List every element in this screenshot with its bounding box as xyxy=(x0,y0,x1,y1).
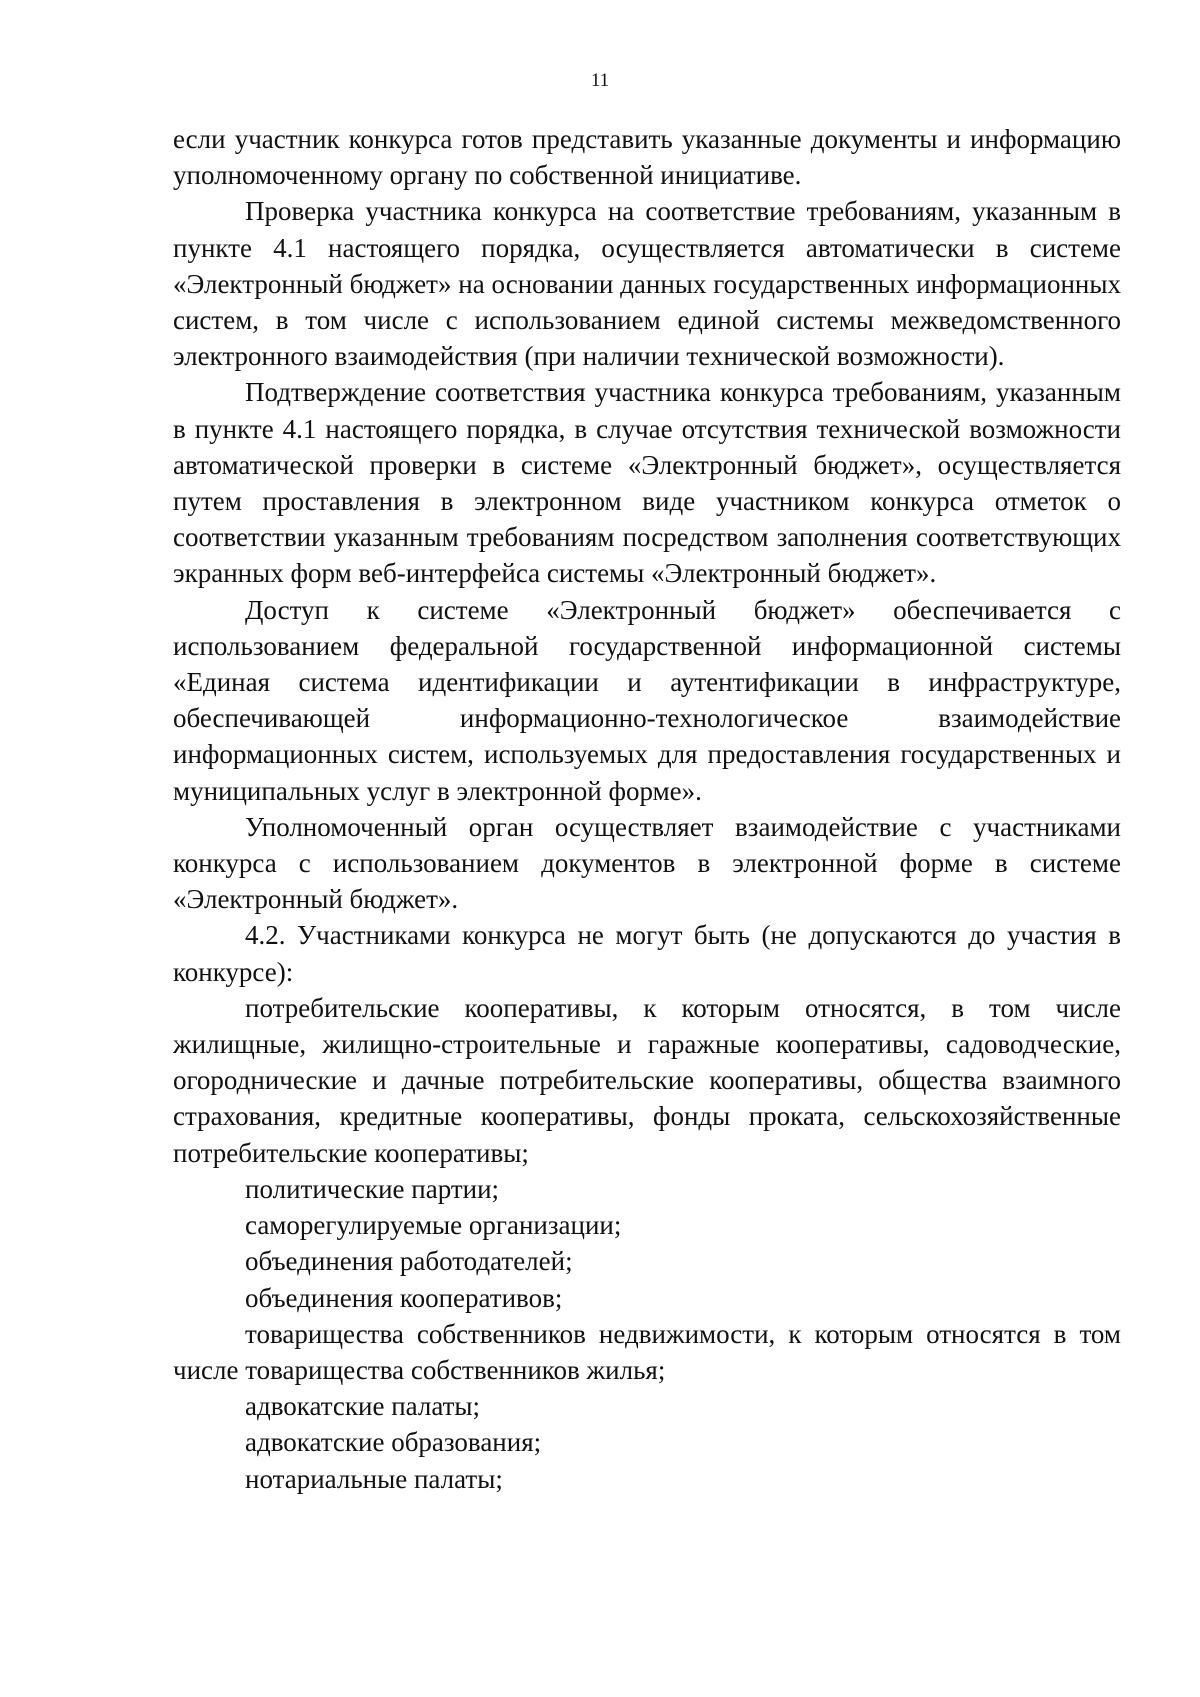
list-item: товарищества собственников недвижимости, к которым относятся в том числе товарищества собственников жилья; xyxy=(173,1318,1121,1385)
list-item: саморегулируемые организации; xyxy=(245,1210,622,1241)
page-number: 11 xyxy=(590,70,610,91)
list-item: адвокатские палаты; xyxy=(245,1391,481,1422)
list-item: адвокатские образования; xyxy=(245,1427,542,1458)
list-item: нотариальные палаты; xyxy=(245,1463,503,1494)
paragraph-confirmation: Подтверждение соответствия участника конкурса требованиям, указанным в пункте 4.1 настоящего порядка, в случае отсутствия технической возможности автоматической проверки в системе «Электронный бюджет», осуществляется путем проставления в электронном виде участником конкурса отметок о соответствии указанным требованиям посредством заполнения соответствующих экранных форм веб-интерфейса системы «Электронный бюджет». xyxy=(173,377,1121,589)
list-item: политические партии; xyxy=(245,1173,500,1204)
paragraph-access: Доступ к системе «Электронный бюджет» обеспечивается с использованием федеральной государственной информационной системы «Единая система идентификации и аутентификации в инфраструктуре, обеспечивающей информационно-технологическое взаимодействие информационных систем, используемых для предоставления государственных и муниципальных услуг в электронной форме». xyxy=(173,594,1121,806)
paragraph-interaction: Уполномоченный орган осуществляет взаимодействие с участниками конкурса с использованием документов в электронной форме в системе «Электронный бюджет». xyxy=(173,811,1121,915)
paragraph-clause-4-2: 4.2. Участниками конкурса не могут быть (не допускаются до участия в конкурсе): xyxy=(173,920,1121,987)
list-item: объединения работодателей; xyxy=(245,1246,573,1277)
document-body xyxy=(173,121,1121,1497)
paragraph-continuation: если участник конкурса готов представить указанные документы и информацию уполномоченному органу по собственной инициативе. xyxy=(173,124,1121,191)
list-item: объединения кооперативов; xyxy=(245,1282,563,1313)
paragraph-verification: Проверка участника конкурса на соответствие требованиям, указанным в пункте 4.1 настоящего порядка, осуществляется автоматически в системе «Электронный бюджет» на основании данных государственных информационных систем, в том числе с использованием единой системы межведомственного электронного взаимодействия (при наличии технической возможности). xyxy=(173,196,1121,372)
list-item: потребительские кооперативы, к которым относятся, в том числе жилищные, жилищно-строительные и гаражные кооперативы, садоводческие, огороднические и дачные потребительские кооперативы, общества взаимного страхования, кредитные кооперативы, фонды проката, сельскохозяйственные потребительские кооперативы; xyxy=(173,992,1121,1168)
